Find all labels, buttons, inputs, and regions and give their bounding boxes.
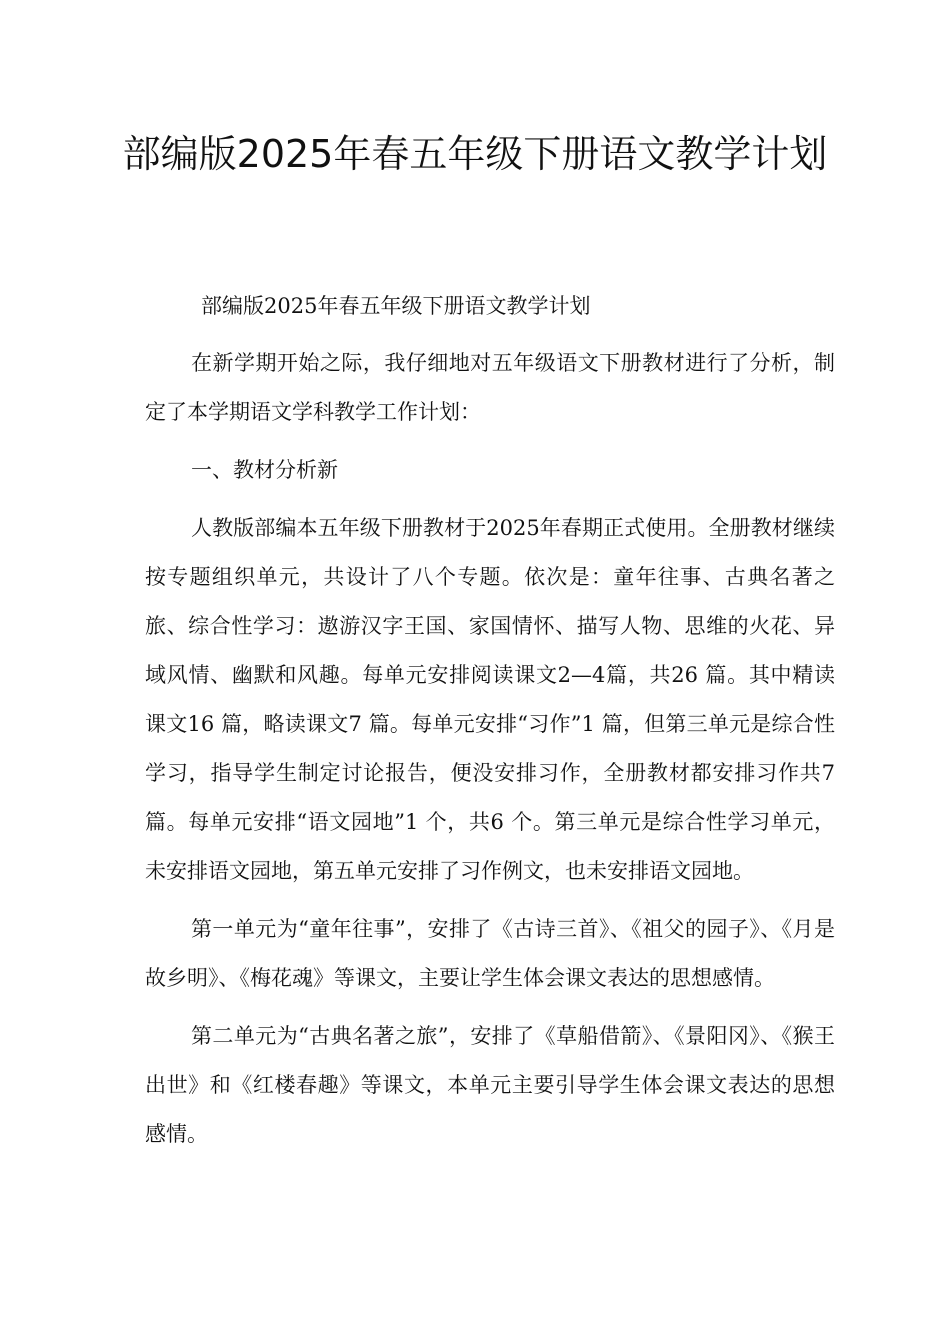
document-subtitle: 部编版2025年春五年级下册语文教学计划 — [201, 294, 591, 318]
paragraph-unit-two: 第二单元为“古典名著之旅”，安排了《草船借箭》、《景阳冈》、《猴王出世》和《红楼春趣》等课文，本单元主要引导学生体会课文表达的思想感情。 — [145, 1024, 835, 1146]
paragraph-textbook-overview: 人教版部编本五年级下册教材于2025年春期正式使用。全册教材继续按专题组织单元，共设计了八个专题。依次是：童年往事、古典名著之旅、综合性学习：遨游汉字王国、家国情怀、描写人物、思维的火花、异域风情、幽默和风趣。每单元安排阅读课文2—4篇，共26 篇。其中精读课文16 篇，略读课文7 篇。每单元安排“习作”1 篇，但第三单元是综合性学习，指导学生制定讨论报告，便没安排习作，全册教材都安排习作共7 篇。每单元安排“语文园地”1 个，共6 个。第三单元是综合性学习单元，未安排语文园地，第五单元安排了习作例文，也未安排语文园地。 — [145, 516, 835, 883]
paragraph-intro: 在新学期开始之际，我仔细地对五年级语文下册教材进行了分析，制定了本学期语文学科教学工作计划： — [145, 351, 835, 424]
document-body — [145, 282, 835, 1159]
paragraph-unit-one: 第一单元为“童年往事”，安排了《古诗三首》、《祖父的园子》、《月是故乡明》、《梅花魂》等课文，主要让学生体会课文表达的思想感情。 — [145, 917, 835, 990]
section-heading-textbook-analysis: 一、教材分析新 — [191, 458, 338, 482]
document-title: 部编版2025年春五年级下册语文教学计划 — [122, 132, 828, 176]
